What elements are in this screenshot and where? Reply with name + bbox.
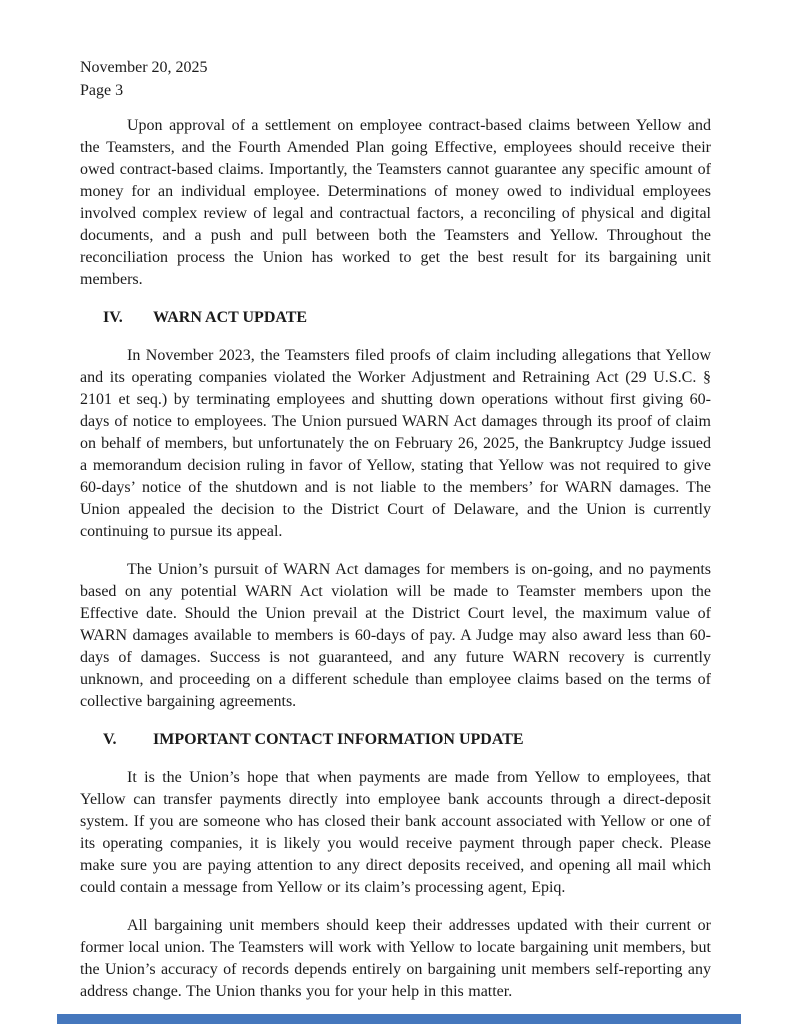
date-block bbox=[80, 56, 711, 102]
section-title: IMPORTANT CONTACT INFORMATION UPDATE bbox=[153, 731, 524, 748]
section-heading-contact-info bbox=[80, 729, 711, 751]
paragraph-address-updates: All bargaining unit members should keep their addresses updated with their current or former local union. The Teamsters will work with Yellow to locate bargaining unit members, but the Union’s accuracy of records depends entirely on bargaining unit members self-reporting any address change. The Union thanks you for your help in this matter. bbox=[80, 917, 711, 1000]
letter-date: November 20, 2025 bbox=[80, 59, 208, 76]
page-number: Page 3 bbox=[80, 82, 124, 99]
paragraph-direct-deposit: It is the Union’s hope that when payments are made from Yellow to employees, that Yellow can transfer payments directly into employee bank accounts through a direct-deposit system. If you are someone who has closed their bank account associated with Yellow or one of its operating companies, it is likely you would receive payment through paper check. Please make sure you are paying attention to any direct deposits received, and opening all mail which could contain a message from Yellow or its claim’s processing agent, Epiq. bbox=[80, 769, 711, 896]
paragraph-warn-proofs-of-claim: In November 2023, the Teamsters filed proofs of claim including allegations that Yellow and its operating companies violated the Worker Adjustment and Retraining Act (29 U.S.C. § 2101 et seq.) by terminating employees and shutting down operations without first giving 60-days of notice to employees. The Union pursued WARN Act damages through its proof of claim on behalf of members, but unfortunately the on February 26, 2025, the Bankruptcy Judge issued a memorandum decision ruling in favor of Yellow, stating that Yellow was not required to give 60-days’ notice of the shutdown and is not liable to the members’ for WARN damages. The Union appealed the decision to the District Court of Delaware, and the Union is currently continuing to pursue its appeal. bbox=[80, 347, 711, 540]
letter-body bbox=[80, 56, 711, 1019]
section-title: WARN ACT UPDATE bbox=[153, 309, 308, 326]
section-number: V. bbox=[103, 731, 117, 748]
section-heading-warn-act bbox=[80, 307, 711, 329]
bottom-accent-bar bbox=[57, 1014, 741, 1024]
section-number: IV. bbox=[103, 309, 123, 326]
paragraph-settlement-claims: Upon approval of a settlement on employee contract-based claims between Yellow and the Teamsters, and the Fourth Amended Plan going Effective, employees should receive their owed contract-based claims. Importantly, the Teamsters cannot guarantee any specific amount of money for an individual employee. Determinations of money owed to individual employees involved complex review of legal and contractual factors, a reconciling of physical and digital documents, and a push and pull between both the Teamsters and Yellow. Throughout the reconciliation process the Union has worked to get the best result for its bargaining unit members. bbox=[80, 117, 711, 288]
paragraph-warn-pursuit-ongoing: The Union’s pursuit of WARN Act damages for members is on-going, and no payments based on any potential WARN Act violation will be made to Teamster members upon the Effective date. Should the Union prevail at the District Court level, the maximum value of WARN damages available to members is 60-days of pay. A Judge may also award less than 60-days of damages. Success is not guaranteed, and any future WARN recovery is currently unknown, and proceeding on a different schedule than employee claims based on the terms of collective bargaining agreements. bbox=[80, 561, 711, 710]
